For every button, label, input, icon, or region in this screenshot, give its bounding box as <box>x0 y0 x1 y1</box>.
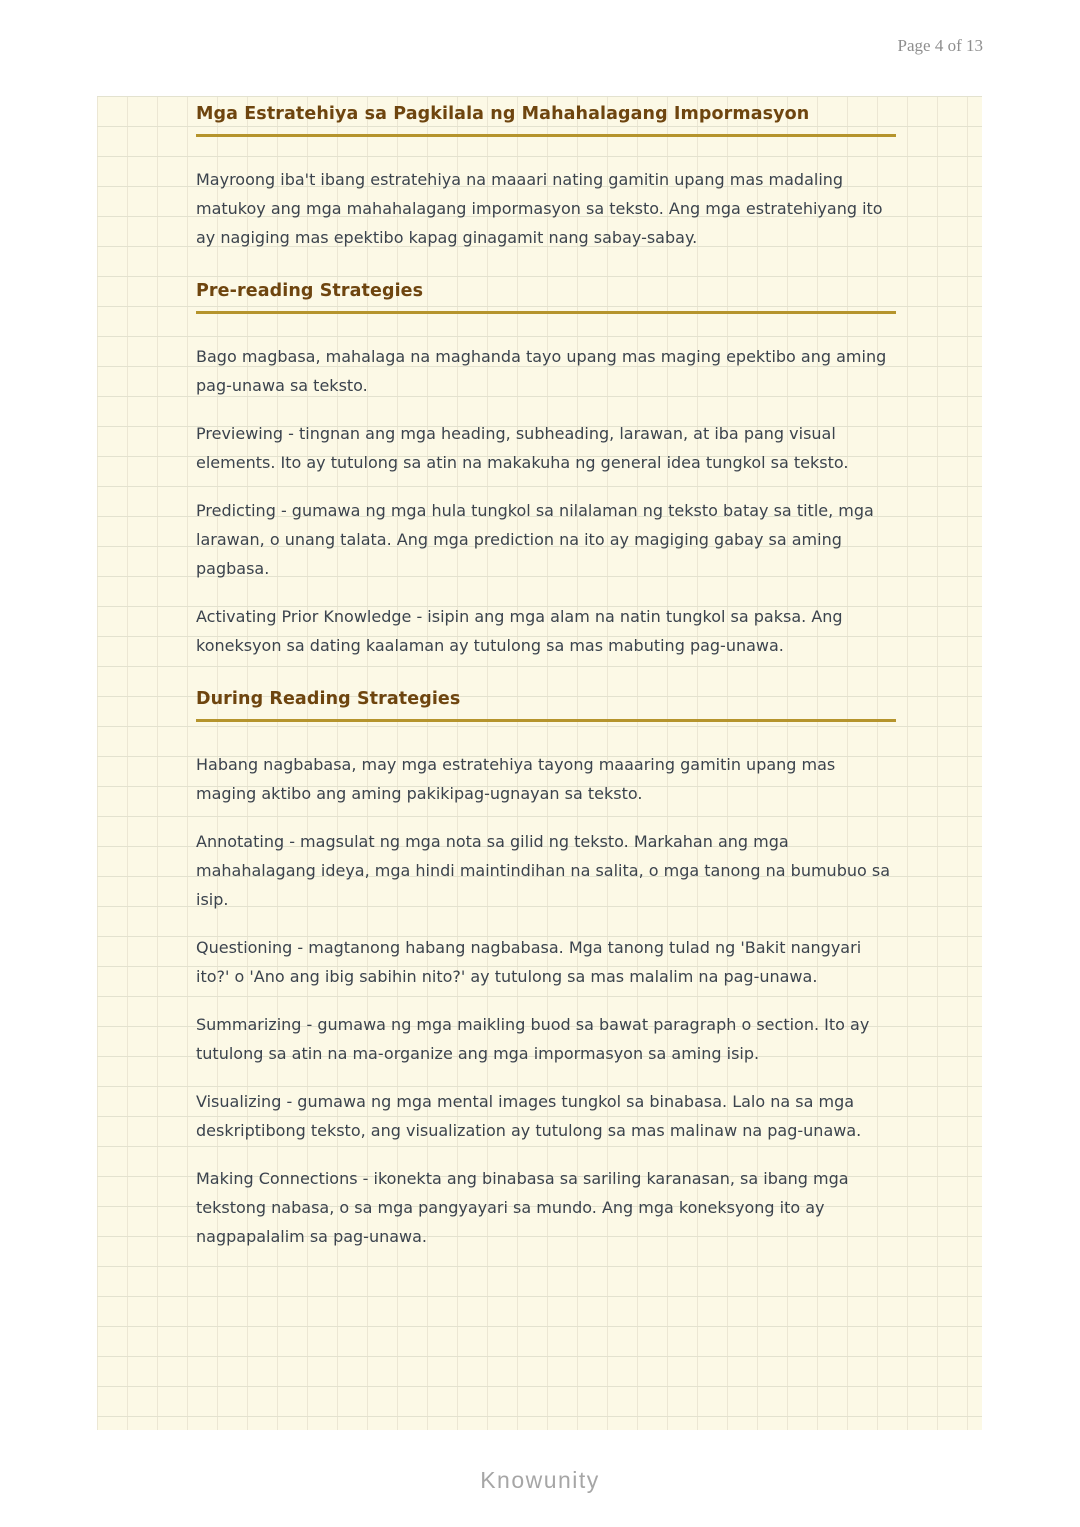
paragraph: Previewing - tingnan ang mga heading, subheading, larawan, at iba pang visual elements. Ito ay tutulong sa atin na makakuha ng general idea tungkol sa teksto. <box>196 424 849 472</box>
page-indicator: Page 4 of 13 <box>897 36 983 55</box>
section-heading: During Reading Strategies <box>196 688 896 722</box>
paragraph: Mayroong iba't ibang estratehiya na maaari nating gamitin upang mas madaling matukoy ang mga mahahalagang impormasyon sa teksto. Ang mga estratehiyang ito ay nagiging mas epektibo kapag ginagamit nang sabay-sabay. <box>196 170 883 247</box>
paragraph: Summarizing - gumawa ng mga maikling buod sa bawat paragraph o section. Ito ay tutulong sa atin na ma-organize ang mga impormasyon sa aming isip. <box>196 1015 870 1063</box>
paragraph: Habang nagbabasa, may mga estratehiya tayong maaaring gamitin upang mas maging aktibo ang aming pakikipag-ugnayan sa teksto. <box>196 755 836 803</box>
paragraph: Activating Prior Knowledge - isipin ang mga alam na natin tungkol sa paksa. Ang koneksyon sa dating kaalaman ay tutulong sa mas mabuting pag-unawa. <box>196 607 843 655</box>
paragraph: Predicting - gumawa ng mga hula tungkol sa nilalaman ng teksto batay sa title, mga larawan, o unang talata. Ang mga prediction na ito ay magiging gabay sa aming pagbasa. <box>196 501 874 578</box>
paragraph: Bago magbasa, mahalaga na maghanda tayo upang mas maging epektibo ang aming pag-unawa sa teksto. <box>196 347 887 395</box>
paragraph: Annotating - magsulat ng mga nota sa gilid ng teksto. Markahan ang mga mahahalagang ideya, mga hindi maintindihan na salita, o mga tanong na bumubuo sa isip. <box>196 832 890 909</box>
notes-sheet <box>97 96 982 1430</box>
paragraph: Making Connections - ikonekta ang binabasa sa sariling karanasan, sa ibang mga tekstong nabasa, o sa mga pangyayari sa mundo. Ang mga koneksyong ito ay nagpapalalim sa pag-unawa. <box>196 1169 849 1246</box>
paragraph: Visualizing - gumawa ng mga mental images tungkol sa binabasa. Lalo na sa mga deskriptibong teksto, ang visualization ay tutulong sa mas malinaw na pag-unawa. <box>196 1092 862 1140</box>
document-content <box>97 96 896 1251</box>
section-heading: Pre-reading Strategies <box>196 280 896 314</box>
section-heading: Mga Estratehiya sa Pagkilala ng Mahahalagang Impormasyon <box>196 103 896 137</box>
footer-brand: Knowunity <box>480 1467 600 1493</box>
paragraph: Questioning - magtanong habang nagbabasa. Mga tanong tulad ng 'Bakit nangyari ito?' o 'Ano ang ibig sabihin nito?' ay tutulong sa mas malalim na pag-unawa. <box>196 938 862 986</box>
